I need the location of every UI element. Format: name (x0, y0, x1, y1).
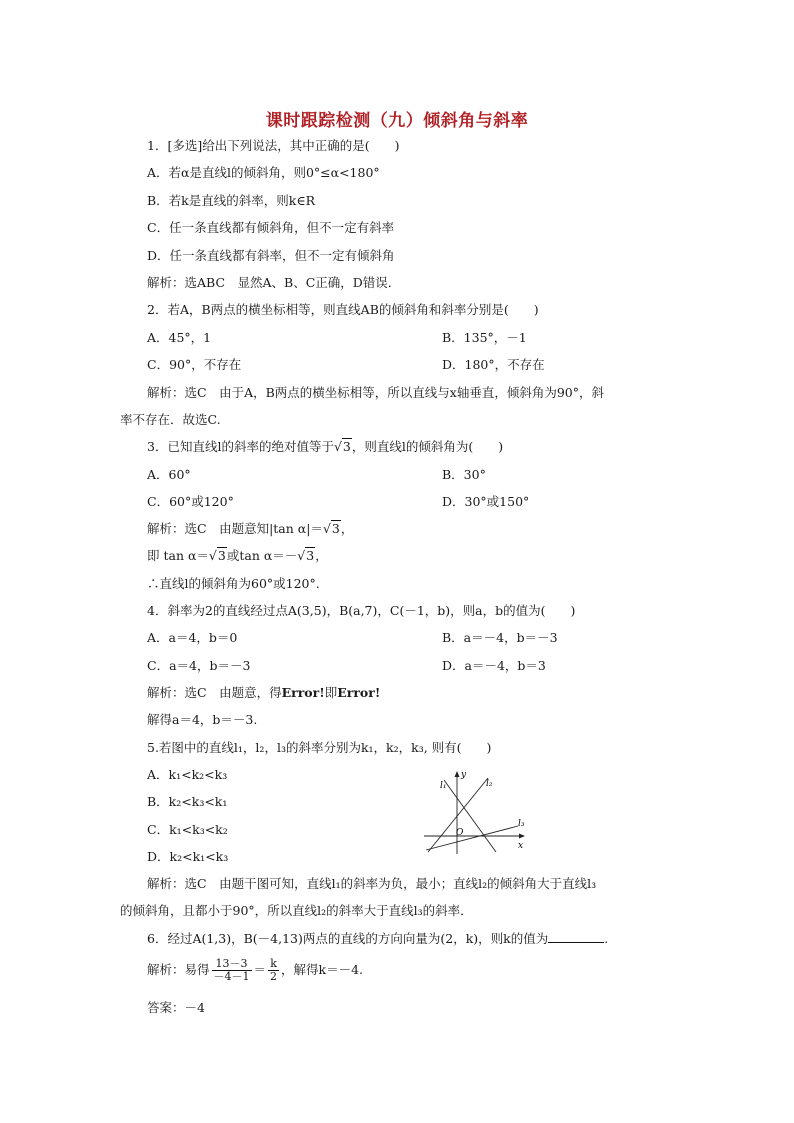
q1-option-a: A．若α是直线l的倾斜角，则0°≤α<180° (147, 165, 380, 180)
q1-option-b: B．若k是直线的斜率，则k∈R (147, 193, 315, 208)
label-x: x (518, 841, 524, 851)
q1-stem: 1．[多选]给出下列说法，其中正确的是( ) (147, 138, 400, 153)
label-y: y (461, 770, 467, 780)
q4-option-a: A．a＝4，b＝0 (147, 630, 238, 645)
q2-option-b: B．135°，－1 (442, 330, 527, 345)
q4-option-b: B．a＝－4，b＝－3 (442, 630, 558, 645)
q5-option-d: D．k₂<k₁<k₃ (147, 849, 229, 864)
fraction: $\frac{13-3}{-4-1}$ (213, 957, 250, 983)
lines-figure (422, 768, 532, 856)
q4-option-d: D．a＝－4，b＝3 (442, 658, 546, 673)
q6-answer: 答案：－4 (147, 1000, 205, 1015)
q3-option-a: A．60° (147, 467, 191, 482)
q4-stem: 4．斜率为2的直线经过点A(3,5)，B(a,7)，C(－1，b)，则a，b的值为( ) (147, 603, 576, 618)
q3-solution-line1: 解析：选C 由题意知|tan α|＝√3， (147, 521, 354, 536)
q4-solution-line1: 解析：选C 由题意，得Error!即Error! (147, 685, 381, 700)
q4-solution-line2: 解得a＝4，b＝－3. (147, 712, 258, 727)
q2-option-c: C．90°，不存在 (147, 357, 242, 372)
q5-option-b: B．k₂<k₃<k₁ (147, 794, 228, 809)
page-title: 课时跟踪检测（九）倾斜角与斜率 (265, 111, 529, 131)
q2-option-d: D．180°，不存在 (442, 357, 545, 372)
q3-option-d: D．30°或150° (442, 494, 530, 509)
q3-option-b: B．30° (442, 467, 486, 482)
q1-option-d: D．任一条直线都有斜率，但不一定有倾斜角 (147, 248, 395, 263)
q1-option-c: C．任一条直线都有倾斜角，但不一定有斜率 (147, 220, 395, 235)
label-l3: l₃ (518, 819, 525, 829)
q3-solution-line3: ∴直线l的倾斜角为60°或120°. (147, 576, 320, 591)
q5-option-a: A．k₁<k₂<k₃ (147, 767, 228, 782)
q6-solution: 解析：易得 $\frac{13-3}{-4-1}$ ＝ $\frac{k}{2}$ ，解得k＝－4. (147, 957, 364, 983)
x-axis-arrow-icon (519, 834, 525, 839)
label-origin: O (456, 828, 464, 838)
sqrt-3: √3 (208, 548, 226, 563)
q3-solution-line2: 即 tan α＝√3或tan α＝－√3， (147, 548, 328, 563)
q2-option-a: A．45°，1 (147, 330, 212, 345)
line-l1 (444, 780, 496, 852)
y-axis-arrow-icon (455, 771, 460, 777)
line-l2 (428, 778, 488, 852)
q1-solution: 解析：选ABC 显然A、B、C正确，D错误． (147, 275, 401, 290)
q5-option-c: C．k₁<k₃<k₂ (147, 822, 228, 837)
sqrt-3: √3 (322, 521, 340, 536)
sqrt-3: √3 (333, 439, 351, 454)
label-l2: l₂ (486, 779, 493, 789)
q4-option-c: C．a＝4，b＝－3 (147, 658, 251, 673)
q5-solution-line2: 的倾斜角，且都小于90°，所以直线l₂的斜率大于直线l₃的斜率． (120, 903, 473, 918)
label-l1: l₁ (440, 781, 447, 791)
q3-stem: 3．已知直线l的斜率的绝对值等于√3，则直线l的倾斜角为( ) (147, 439, 504, 454)
error-text: Error! (281, 685, 325, 700)
q2-solution-line2: 率不存在．故选C. (120, 412, 221, 427)
answer-blank (548, 931, 604, 943)
q2-stem: 2．若A，B两点的横坐标相等，则直线AB的倾斜角和斜率分别是( ) (147, 302, 539, 317)
error-text: Error! (337, 685, 381, 700)
q5-stem: 5.若图中的直线l₁，l₂，l₃的斜率分别为k₁，k₂，k₃, 则有( ) (147, 740, 492, 755)
q5-solution-line1: 解析：选C 由题干图可知，直线l₁的斜率为负，最小；直线l₂的倾斜角大于直线l₃ (147, 876, 597, 891)
q2-solution-line1: 解析：选C 由于A，B两点的横坐标相等，所以直线与x轴垂直，倾斜角为90°，斜 (147, 385, 604, 400)
sqrt-3: √3 (297, 548, 315, 563)
q6-stem: 6．经过A(1,3)，B(－4,13)两点的直线的方向向量为(2，k)，则k的值为 . (147, 931, 609, 946)
fraction: $\frac{k}{2}$ (270, 957, 278, 983)
q3-option-c: C．60°或120° (147, 494, 234, 509)
